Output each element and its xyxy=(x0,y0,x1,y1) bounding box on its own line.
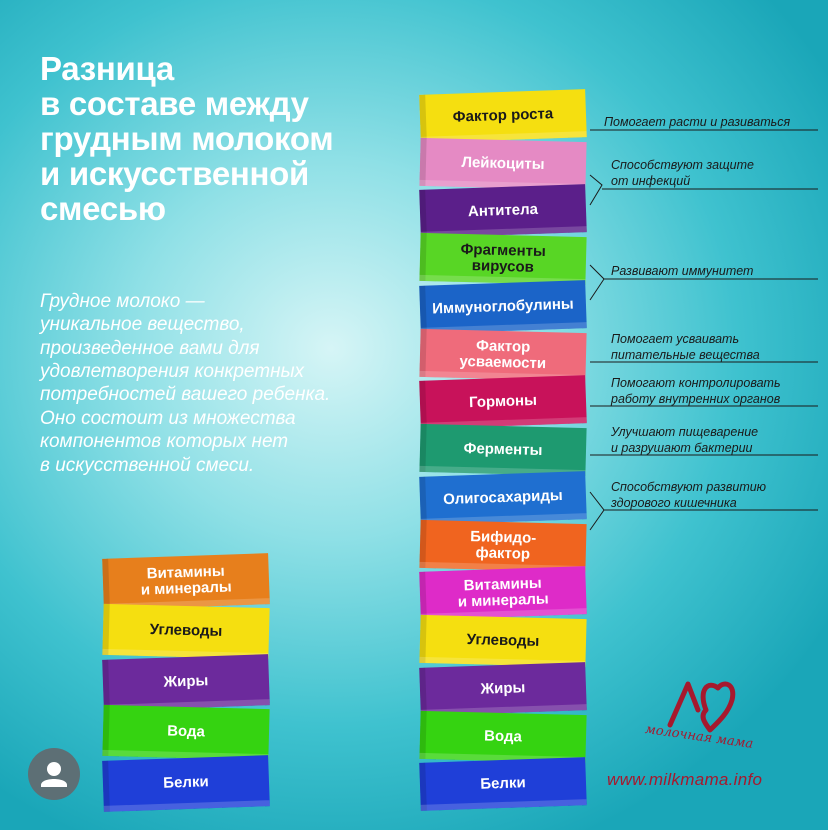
stack-block-label: Витамины xyxy=(146,562,225,583)
stack-block-label: Ферменты xyxy=(463,439,543,460)
stack-block-label: Фрагменты xyxy=(460,240,547,260)
milkmama-logo xyxy=(640,670,780,760)
annotation-line: и разрушают бактерии xyxy=(611,440,753,455)
stack-block-label: Фактор xyxy=(475,336,531,355)
annotation-line: питательные вещества xyxy=(611,347,760,362)
stack-block-label: Белки xyxy=(162,772,209,792)
intro-line: уникальное вещество, xyxy=(40,314,245,336)
avatar[interactable] xyxy=(28,748,80,800)
stack-block-label: Витамины xyxy=(463,574,542,595)
annotation-line: Помогают контролировать xyxy=(611,376,781,390)
stack-block-label: Жиры xyxy=(480,678,526,698)
stack-block-label: Вода xyxy=(166,722,206,741)
stack-block-label: Вода xyxy=(483,726,523,745)
stack-block-label: усваемости xyxy=(459,352,547,372)
stack-block-label: и минералы xyxy=(140,578,232,600)
stack-block-label: Углеводы xyxy=(149,621,223,641)
annotation-absorption xyxy=(611,332,760,363)
annotation-intestine xyxy=(611,480,766,511)
annotation-hormones xyxy=(611,376,781,407)
stack-block-label: Жиры xyxy=(163,672,209,691)
logo-text: молочная мама xyxy=(644,721,755,752)
stack-block-label: Олигосахариды xyxy=(442,486,563,508)
intro-line: Грудное молоко — xyxy=(40,291,205,312)
stack-block-label: Белки xyxy=(479,774,526,793)
annotation-immunity xyxy=(611,264,753,280)
intro-line: Оно состоит из множества xyxy=(40,407,296,429)
annotation-protection xyxy=(611,158,754,189)
stack-block-label: вирусов xyxy=(471,257,535,277)
intro-line: в искусственной смеси. xyxy=(40,454,255,476)
stack-block-label: Фактор роста xyxy=(452,105,554,126)
stack-block-label: Иммуноглобулины xyxy=(431,295,574,318)
title-line: в составе между xyxy=(40,84,309,122)
stack-block-label: Бифидо- xyxy=(470,527,537,547)
stack-block-label: фактор xyxy=(475,543,531,563)
title-line: Разница xyxy=(40,50,174,87)
annotation-growth xyxy=(604,115,790,131)
annotation-line: Улучшают пищеварение xyxy=(611,425,759,439)
annotation-line: работу внутренних органов xyxy=(611,391,781,406)
intro-line: компонентов которых нет xyxy=(40,431,289,453)
intro-line: потребностей вашего ребенка. xyxy=(40,384,331,406)
stack-block-label: Антитела xyxy=(467,201,539,221)
annotation-line: Помогает усваивать xyxy=(611,332,740,346)
user-icon xyxy=(28,748,80,800)
annotation-line: здорового кишечника xyxy=(611,495,737,510)
annotation-line: Способствуют защите xyxy=(611,158,754,172)
annotation-enzymes xyxy=(611,425,758,456)
stack-block-label: Углеводы xyxy=(466,630,540,650)
website-url[interactable]: www.milkmama.info xyxy=(607,770,763,789)
stack-block-label: и минералы xyxy=(457,590,549,612)
annotation-line: от инфекций xyxy=(611,173,691,188)
intro-line: произведенное вами для xyxy=(40,337,260,359)
title-line: грудным молоком xyxy=(40,119,334,157)
intro-line: удовлетворения конкретных xyxy=(40,361,305,383)
title-line: смесью xyxy=(40,189,166,227)
annotation-line: Помогает расти и разиваться xyxy=(604,115,791,129)
stack-block-label: Лейкоциты xyxy=(461,153,545,173)
annotation-line: Развивают иммунитет xyxy=(611,264,754,278)
title-line: и искусственной xyxy=(40,154,310,192)
stack-block-label: Гормоны xyxy=(468,392,538,412)
annotation-line: Способствуют развитию xyxy=(611,480,767,494)
